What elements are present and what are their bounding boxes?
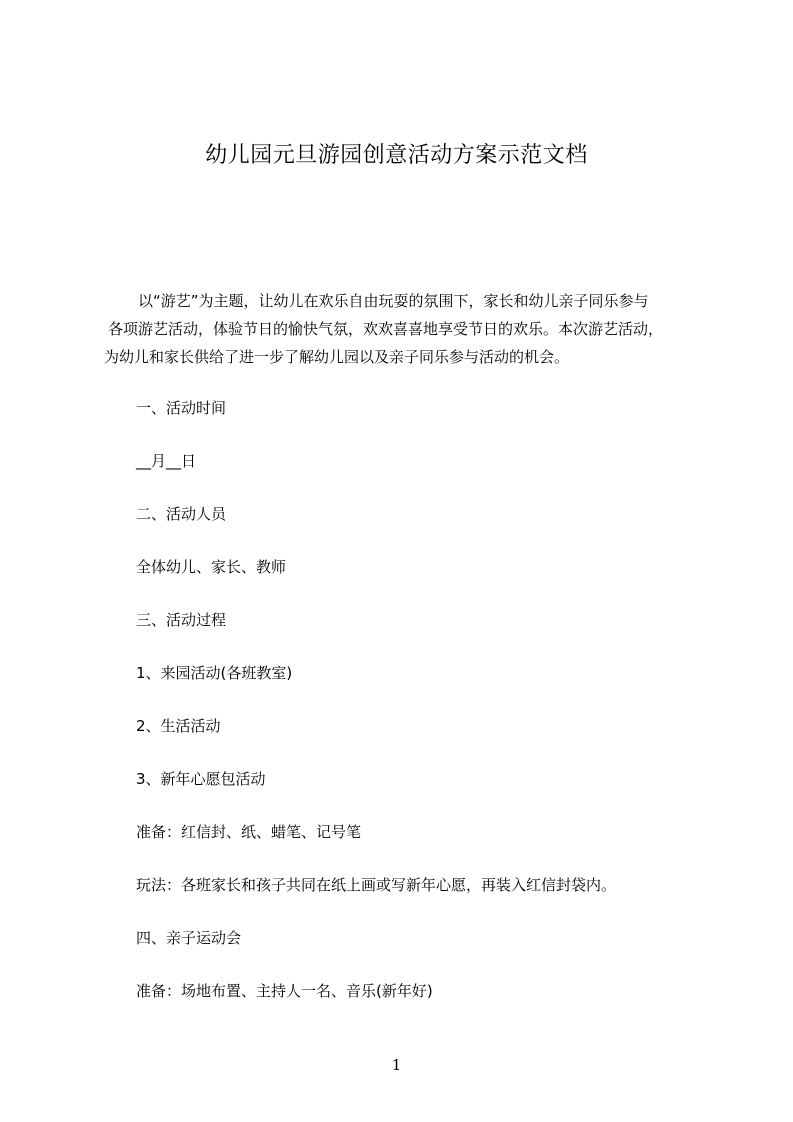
wish-method: 玩法：各班家长和孩子共同在纸上画或写新年心愿，再装入红信封袋内。 <box>136 876 617 894</box>
intro-line-1: 以“游艺”为主题，让幼儿在欢乐自由玩耍的氛围下，家长和幼儿亲子同乐参与 <box>138 292 649 310</box>
participants: 全体幼儿、家长、教师 <box>136 558 287 576</box>
section-heading-sports: 四、亲子运动会 <box>136 929 242 947</box>
process-step-3: 3、新年心愿包活动 <box>136 770 266 788</box>
section-heading-process: 三、活动过程 <box>136 611 227 629</box>
sports-preparation: 准备：场地布置、主持人一名、音乐(新年好) <box>136 982 433 1000</box>
intro-line-3: 为幼儿和家长供给了进一步了解幼儿园以及亲子同乐参与活动的机会。 <box>104 348 570 366</box>
wish-preparation: 准备：红信封、纸、蜡笔、记号笔 <box>136 823 362 841</box>
activity-date: __月__日 <box>136 452 197 470</box>
intro-line-2: 各项游艺活动，体验节日的愉快气氛，欢欢喜喜地享受节日的欢乐。本次游艺活动， <box>108 320 664 338</box>
page-number: 1 <box>391 1056 402 1074</box>
section-heading-people: 二、活动人员 <box>136 505 227 523</box>
process-step-2: 2、生活活动 <box>136 717 221 735</box>
intro-paragraph <box>104 287 704 371</box>
document-title: 幼儿园元旦游园创意活动方案示范文档 <box>205 143 588 168</box>
process-step-1: 1、来园活动(各班教室) <box>136 664 293 682</box>
section-heading-time: 一、活动时间 <box>136 399 227 417</box>
